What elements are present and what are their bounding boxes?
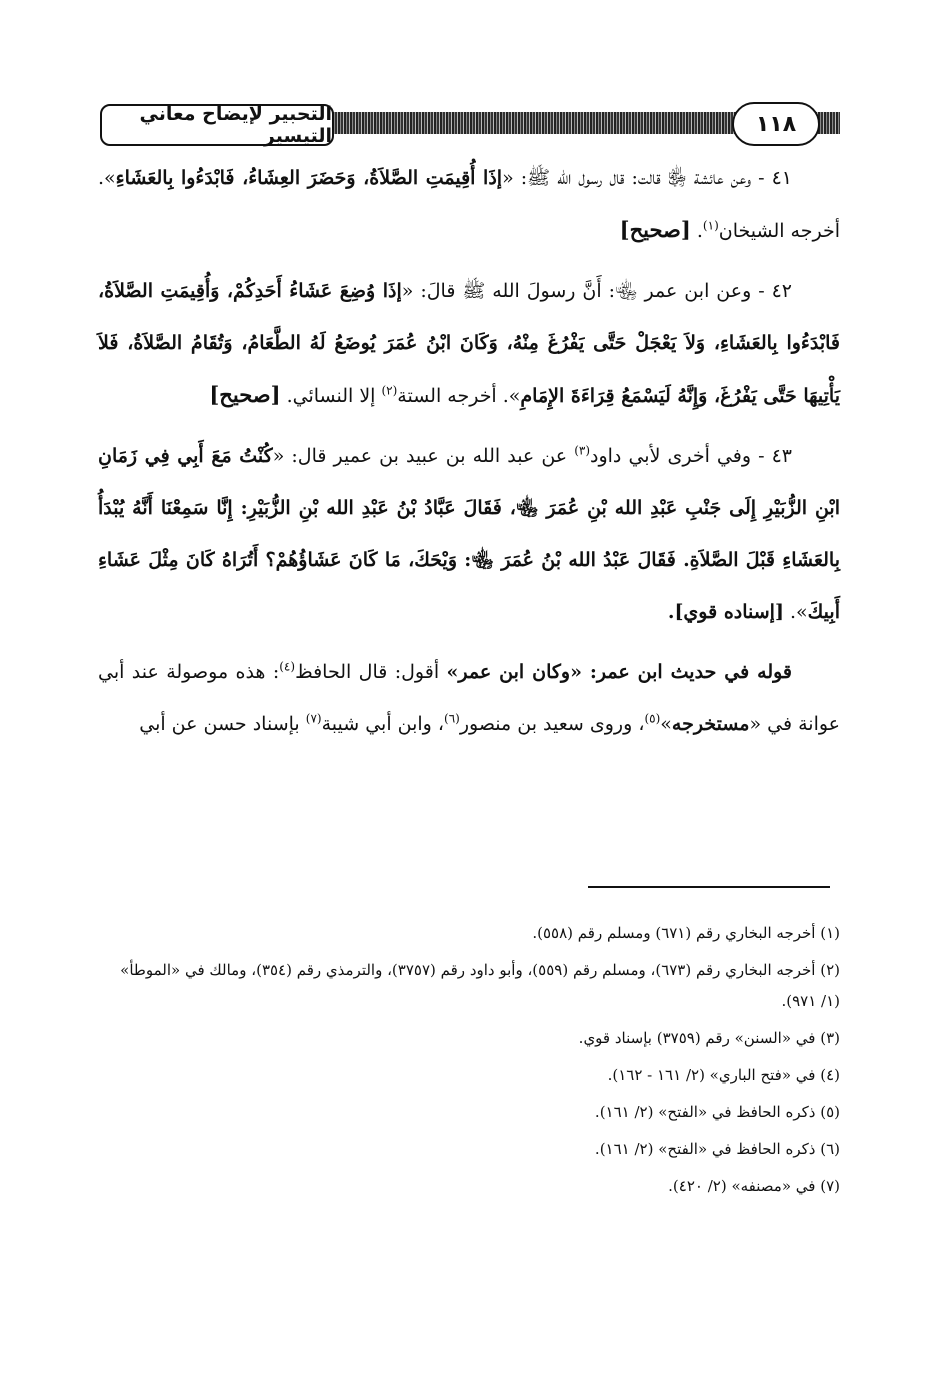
- book-title: التحبير لإيضاح معاني التيسير: [100, 104, 334, 146]
- main-text: [98, 152, 840, 758]
- commentary-text: أقول: قال الحافظ: [295, 661, 447, 683]
- commentary: [98, 646, 840, 750]
- footnote: (٧) في «مصنفه» (٢/ ٤٢٠).: [668, 1177, 840, 1195]
- hadith-tail: .: [690, 220, 703, 242]
- hadith-source: ». أخرجه الستة: [397, 385, 521, 407]
- footnote-ref: (٦): [444, 711, 460, 726]
- footnote: (٣) في «السنن» رقم (٣٧٥٩) بإسناد قوي.: [578, 1029, 840, 1047]
- footnote: (٢) أخرجه البخاري رقم (٦٧٣)، ومسلم رقم (٥٥٩)، وأبو داود رقم (٣٧٥٧)، والترمذي رقم (٣٥٤)، ومالك في «الموطأ» (١/ ٩٧١).: [120, 961, 840, 1010]
- hadith-matn: إذَا وُضِعَ عَشَاءُ أَحَدِكُمْ، وَأُقِيمَتِ الصَّلاَةُ، فَابْدَءُوا بِالعَشَاءِ، وَلاَ يَعْجَلْ حَتَّى يَفْرُغَ مِنْهُ، وَكَانَ ابْنُ عُمَرَ يُوضَعُ لَهُ الطَّعَامُ، وَتُقَامُ الصَّلاَةُ، فَلاَ يَأْتِيهَا حَتَّى يَفْرُغَ، وَإِنَّهُ لَيَسْمَعُ قِرَاءَةَ الإِمَامِ: [98, 280, 840, 407]
- hadith-41: [98, 152, 840, 257]
- hadith-source: ». أخرجه الشيخان: [98, 167, 840, 242]
- commentary-text: »: [660, 713, 672, 735]
- hadith-intro: ٤١ - وعن عائشة ﵂ قالت: قال رسول الله ﷺ: «: [502, 167, 792, 189]
- footnote-ref: (٤): [279, 659, 296, 674]
- footnote: (٥) ذكره الحافظ في «الفتح» (٢/ ١٦١).: [594, 1103, 840, 1121]
- footnote: (٦) ذكره الحافظ في «الفتح» (٢/ ١٦١).: [594, 1140, 840, 1158]
- footnote-ref: (٢): [381, 383, 398, 398]
- commentary-text: بإسناد حسن عن أبي: [139, 713, 306, 735]
- hadith-grade: [صحيح]: [209, 382, 281, 407]
- footnote-ref: (٥): [644, 711, 661, 726]
- footnote-ref: (٣): [574, 443, 591, 458]
- commentary-lead: قوله في حديث ابن عمر: «وكان ابن عمر»: [446, 661, 793, 683]
- footnote-ref: (١): [702, 218, 719, 233]
- hadith-intro-cont: عن عبد الله بن عبيد بن عمير قال: «: [272, 445, 575, 467]
- book-reference: مستخرجه: [671, 713, 750, 735]
- hadith-grade: [صحيح]: [619, 217, 691, 242]
- hadith-intro: ٤٣ - وفي أخرى لأبي داود: [590, 445, 792, 467]
- footnote-separator: [588, 886, 830, 888]
- page-header: [100, 100, 840, 148]
- footnote: (١) أخرجه البخاري رقم (٦٧١) ومسلم رقم (٥٥٨).: [532, 924, 840, 942]
- hadith-grade: [إسناده قوي].: [667, 601, 784, 623]
- hadith-43: [98, 430, 840, 638]
- commentary-text: ، وروى سعيد بن منصور: [459, 713, 645, 735]
- hadith-matn: كُنْتُ مَعَ أَبِي فِي زَمَانِ ابْنِ الزُّبَيْرِ إِلَى جَنْبِ عَبْدِ الله بْنِ عُمَرَ ﵄، فَقَالَ عَبَّادُ بْنُ عَبْدِ الله بْنِ الزُّبَيْرِ: إِنَّا سَمِعْنَا أَنَّهُ يُبْدَأُ بِالعَشَاءِ قَبْلَ الصَّلاَةِ. فَقَالَ عَبْدُ الله بْنُ عُمَرَ ﵄: وَيْحَكَ، مَا كَانَ عَشَاؤُهُمْ؟ أَتُرَاهُ كَانَ مِثْلَ عَشَاءِ أَبِيكَ: [98, 445, 840, 623]
- page-number: ١١٨: [732, 102, 820, 146]
- footnote-ref: (٧): [305, 711, 322, 726]
- commentary-text: ، وابن أبي شيبة: [321, 713, 445, 735]
- commentary-text: : هذه موصولة عند أبي عوانة في «: [98, 661, 840, 735]
- hadith-tail: إلا النسائي.: [280, 385, 382, 407]
- hadith-source: ».: [783, 601, 808, 623]
- footnotes: [98, 918, 840, 1208]
- hadith-42: [98, 265, 840, 422]
- footnote: (٤) في «فتح الباري» (٢/ ١٦١ - ١٦٢).: [607, 1066, 840, 1084]
- hadith-intro: ٤٢ - وعن ابن عمر ﵄: أَنَّ رسولَ الله ﷺ قالَ: «: [401, 280, 792, 302]
- hadith-matn: إذَا أُقِيمَتِ الصَّلاَةُ، وَحَضَرَ العِشَاءُ، فَابْدَءُوا بِالعَشَاءِ: [115, 167, 503, 189]
